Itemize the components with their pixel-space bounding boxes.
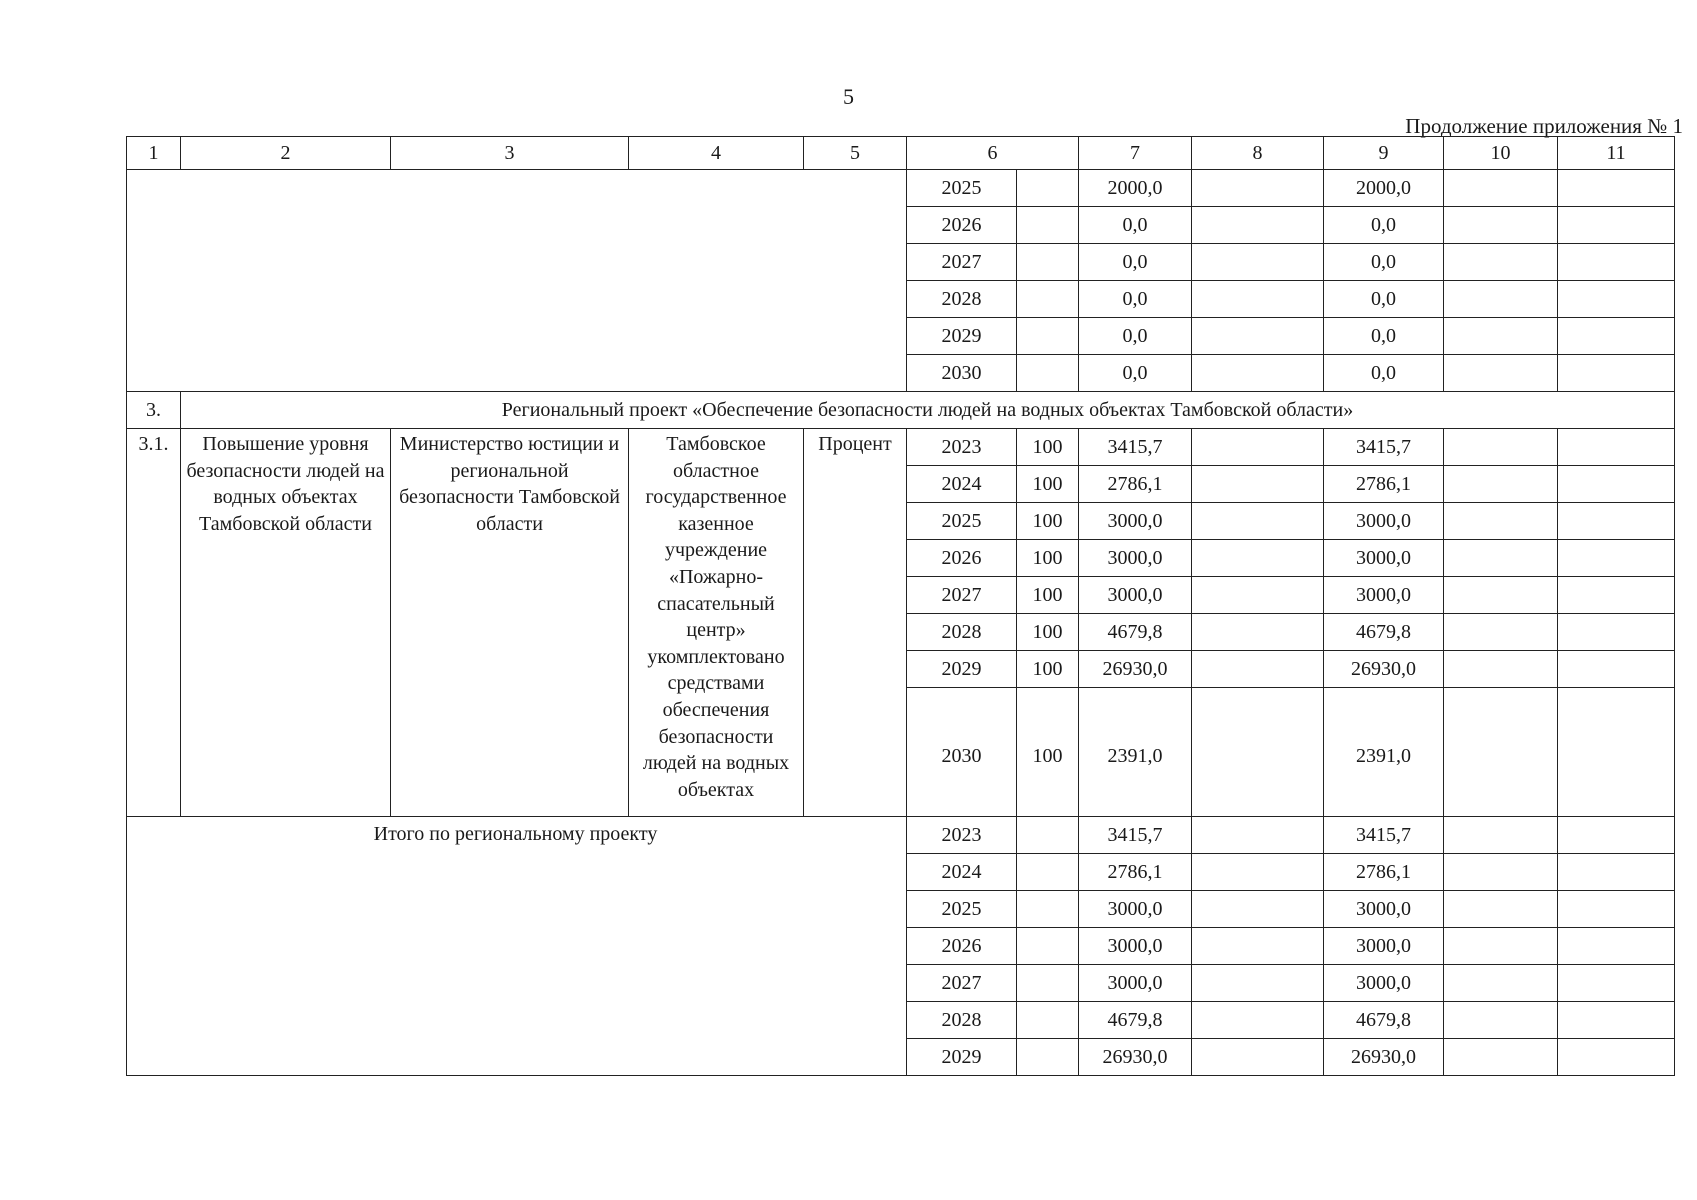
item-responsible: Министерство юстиции и региональной безопасности Тамбовской области — [391, 429, 629, 817]
amount-cell — [1192, 965, 1324, 1002]
target-cell: 100 — [1017, 614, 1079, 651]
amount-cell: 3000,0 — [1324, 891, 1444, 928]
target-cell — [1017, 854, 1079, 891]
amount-cell — [1444, 651, 1558, 688]
blank-cell — [127, 170, 907, 392]
target-cell — [1017, 891, 1079, 928]
amount-cell: 3000,0 — [1079, 540, 1192, 577]
amount-cell — [1444, 688, 1558, 817]
amount-cell: 0,0 — [1079, 207, 1192, 244]
target-cell — [1017, 170, 1079, 207]
amount-cell: 2786,1 — [1324, 466, 1444, 503]
amount-cell — [1192, 651, 1324, 688]
amount-cell — [1558, 891, 1675, 928]
amount-cell — [1192, 244, 1324, 281]
amount-cell — [1192, 466, 1324, 503]
amount-cell — [1558, 466, 1675, 503]
amount-cell — [1558, 577, 1675, 614]
continuation-note: Продолжение приложения № 1 — [1405, 114, 1683, 138]
amount-cell: 2391,0 — [1324, 688, 1444, 817]
amount-cell — [1444, 466, 1558, 503]
amount-cell — [1558, 965, 1675, 1002]
amount-cell: 0,0 — [1324, 244, 1444, 281]
amount-cell — [1444, 429, 1558, 466]
amount-cell: 4679,8 — [1079, 614, 1192, 651]
year-cell: 2025 — [907, 170, 1017, 207]
header-number: 8 — [1192, 137, 1324, 170]
amount-cell — [1558, 503, 1675, 540]
amount-cell — [1192, 503, 1324, 540]
amount-cell — [1444, 540, 1558, 577]
amount-cell: 0,0 — [1079, 244, 1192, 281]
amount-cell: 3000,0 — [1079, 965, 1192, 1002]
amount-cell: 4679,8 — [1079, 1002, 1192, 1039]
amount-cell — [1444, 928, 1558, 965]
amount-cell — [1558, 817, 1675, 854]
amount-cell: 3000,0 — [1079, 577, 1192, 614]
amount-cell — [1192, 688, 1324, 817]
amount-cell — [1444, 817, 1558, 854]
amount-cell — [1444, 614, 1558, 651]
amount-cell: 2786,1 — [1079, 466, 1192, 503]
header-number: 1 — [127, 137, 181, 170]
amount-cell — [1192, 854, 1324, 891]
header-number: 3 — [391, 137, 629, 170]
amount-cell: 3000,0 — [1324, 503, 1444, 540]
amount-cell — [1192, 1002, 1324, 1039]
amount-cell — [1558, 928, 1675, 965]
amount-cell: 26930,0 — [1324, 651, 1444, 688]
header-number: 11 — [1558, 137, 1675, 170]
header-number: 5 — [804, 137, 907, 170]
amount-cell: 4679,8 — [1324, 1002, 1444, 1039]
amount-cell: 2000,0 — [1079, 170, 1192, 207]
amount-cell — [1192, 577, 1324, 614]
amount-cell — [1444, 355, 1558, 392]
header-number: 10 — [1444, 137, 1558, 170]
amount-cell: 3000,0 — [1079, 928, 1192, 965]
amount-cell: 0,0 — [1324, 355, 1444, 392]
year-cell: 2026 — [907, 207, 1017, 244]
item-goal: Повышение уровня безопасности людей на водных объектах Тамбовской области — [181, 429, 391, 817]
year-cell: 2026 — [907, 540, 1017, 577]
target-cell — [1017, 817, 1079, 854]
header-number: 4 — [629, 137, 804, 170]
amount-cell — [1192, 429, 1324, 466]
amount-cell: 2786,1 — [1079, 854, 1192, 891]
amount-cell: 2391,0 — [1079, 688, 1192, 817]
amount-cell — [1558, 614, 1675, 651]
amount-cell — [1444, 854, 1558, 891]
target-cell — [1017, 928, 1079, 965]
year-cell: 2027 — [907, 965, 1017, 1002]
amount-cell — [1192, 817, 1324, 854]
amount-cell: 2000,0 — [1324, 170, 1444, 207]
amount-cell — [1558, 281, 1675, 318]
amount-cell: 3415,7 — [1079, 817, 1192, 854]
amount-cell: 2786,1 — [1324, 854, 1444, 891]
section-row — [127, 392, 1675, 429]
amount-cell — [1558, 318, 1675, 355]
amount-cell: 26930,0 — [1079, 1039, 1192, 1076]
year-cell: 2023 — [907, 429, 1017, 466]
table-row — [127, 170, 1675, 207]
amount-cell — [1444, 965, 1558, 1002]
amount-cell — [1558, 429, 1675, 466]
amount-cell — [1192, 170, 1324, 207]
amount-cell: 3415,7 — [1079, 429, 1192, 466]
amount-cell: 26930,0 — [1079, 651, 1192, 688]
year-cell: 2028 — [907, 614, 1017, 651]
year-cell: 2030 — [907, 355, 1017, 392]
amount-cell — [1192, 614, 1324, 651]
target-cell: 100 — [1017, 688, 1079, 817]
year-cell: 2029 — [907, 318, 1017, 355]
amount-cell — [1192, 355, 1324, 392]
amount-cell: 0,0 — [1079, 281, 1192, 318]
amount-cell — [1444, 207, 1558, 244]
amount-cell — [1558, 854, 1675, 891]
amount-cell: 3415,7 — [1324, 429, 1444, 466]
amount-cell: 26930,0 — [1324, 1039, 1444, 1076]
year-cell: 2023 — [907, 817, 1017, 854]
year-cell: 2030 — [907, 688, 1017, 817]
year-cell: 2025 — [907, 891, 1017, 928]
target-cell — [1017, 965, 1079, 1002]
amount-cell — [1558, 688, 1675, 817]
amount-cell — [1192, 281, 1324, 318]
header-number: 2 — [181, 137, 391, 170]
amount-cell — [1192, 891, 1324, 928]
section-number: 3. — [127, 392, 181, 429]
table-row — [127, 429, 1675, 466]
amount-cell — [1444, 318, 1558, 355]
year-cell: 2029 — [907, 1039, 1017, 1076]
year-cell: 2024 — [907, 854, 1017, 891]
amount-cell: 0,0 — [1079, 318, 1192, 355]
section-title: Региональный проект «Обеспечение безопасности людей на водных объектах Тамбовской области» — [181, 392, 1675, 429]
amount-cell: 0,0 — [1324, 318, 1444, 355]
table-row — [127, 817, 1675, 854]
amount-cell — [1558, 651, 1675, 688]
amount-cell — [1444, 1002, 1558, 1039]
amount-cell: 3415,7 — [1324, 817, 1444, 854]
amount-cell: 3000,0 — [1324, 540, 1444, 577]
year-cell: 2027 — [907, 577, 1017, 614]
item-number: 3.1. — [127, 429, 181, 817]
amount-cell: 3000,0 — [1324, 577, 1444, 614]
amount-cell — [1558, 1002, 1675, 1039]
year-cell: 2028 — [907, 281, 1017, 318]
target-cell: 100 — [1017, 429, 1079, 466]
amount-cell: 0,0 — [1324, 207, 1444, 244]
funding-table — [126, 136, 1675, 1076]
target-cell — [1017, 207, 1079, 244]
header-number: 6 — [907, 137, 1079, 170]
amount-cell — [1444, 281, 1558, 318]
amount-cell — [1444, 577, 1558, 614]
amount-cell — [1558, 1039, 1675, 1076]
target-cell: 100 — [1017, 503, 1079, 540]
year-cell: 2029 — [907, 651, 1017, 688]
amount-cell — [1558, 540, 1675, 577]
year-cell: 2028 — [907, 1002, 1017, 1039]
amount-cell — [1558, 170, 1675, 207]
amount-cell — [1192, 1039, 1324, 1076]
item-unit: Процент — [804, 429, 907, 817]
amount-cell: 0,0 — [1079, 355, 1192, 392]
amount-cell — [1444, 1039, 1558, 1076]
target-cell: 100 — [1017, 651, 1079, 688]
target-cell — [1017, 1002, 1079, 1039]
year-cell: 2027 — [907, 244, 1017, 281]
header-numbers-row — [127, 137, 1675, 170]
amount-cell — [1444, 244, 1558, 281]
amount-cell: 3000,0 — [1079, 503, 1192, 540]
target-cell: 100 — [1017, 540, 1079, 577]
total-label: Итого по региональному проекту — [127, 817, 907, 1076]
amount-cell — [1444, 170, 1558, 207]
target-cell — [1017, 318, 1079, 355]
header-number: 9 — [1324, 137, 1444, 170]
amount-cell — [1558, 244, 1675, 281]
amount-cell: 3000,0 — [1079, 891, 1192, 928]
year-cell: 2026 — [907, 928, 1017, 965]
year-cell: 2024 — [907, 466, 1017, 503]
amount-cell — [1192, 540, 1324, 577]
amount-cell — [1558, 355, 1675, 392]
target-cell — [1017, 355, 1079, 392]
amount-cell: 0,0 — [1324, 281, 1444, 318]
amount-cell: 3000,0 — [1324, 965, 1444, 1002]
amount-cell — [1444, 891, 1558, 928]
year-cell: 2025 — [907, 503, 1017, 540]
item-result: Тамбовское областное государственное казенное учреждение «Пожарно-спасательный центр» укомплектовано средствами обеспечения безопасности людей на водных объектах — [629, 429, 804, 817]
amount-cell: 4679,8 — [1324, 614, 1444, 651]
amount-cell: 3000,0 — [1324, 928, 1444, 965]
amount-cell — [1444, 503, 1558, 540]
header-number: 7 — [1079, 137, 1192, 170]
amount-cell — [1558, 207, 1675, 244]
page-number: 5 — [843, 84, 854, 109]
amount-cell — [1192, 928, 1324, 965]
target-cell — [1017, 1039, 1079, 1076]
target-cell: 100 — [1017, 577, 1079, 614]
target-cell — [1017, 244, 1079, 281]
target-cell — [1017, 281, 1079, 318]
amount-cell — [1192, 318, 1324, 355]
amount-cell — [1192, 207, 1324, 244]
target-cell: 100 — [1017, 466, 1079, 503]
